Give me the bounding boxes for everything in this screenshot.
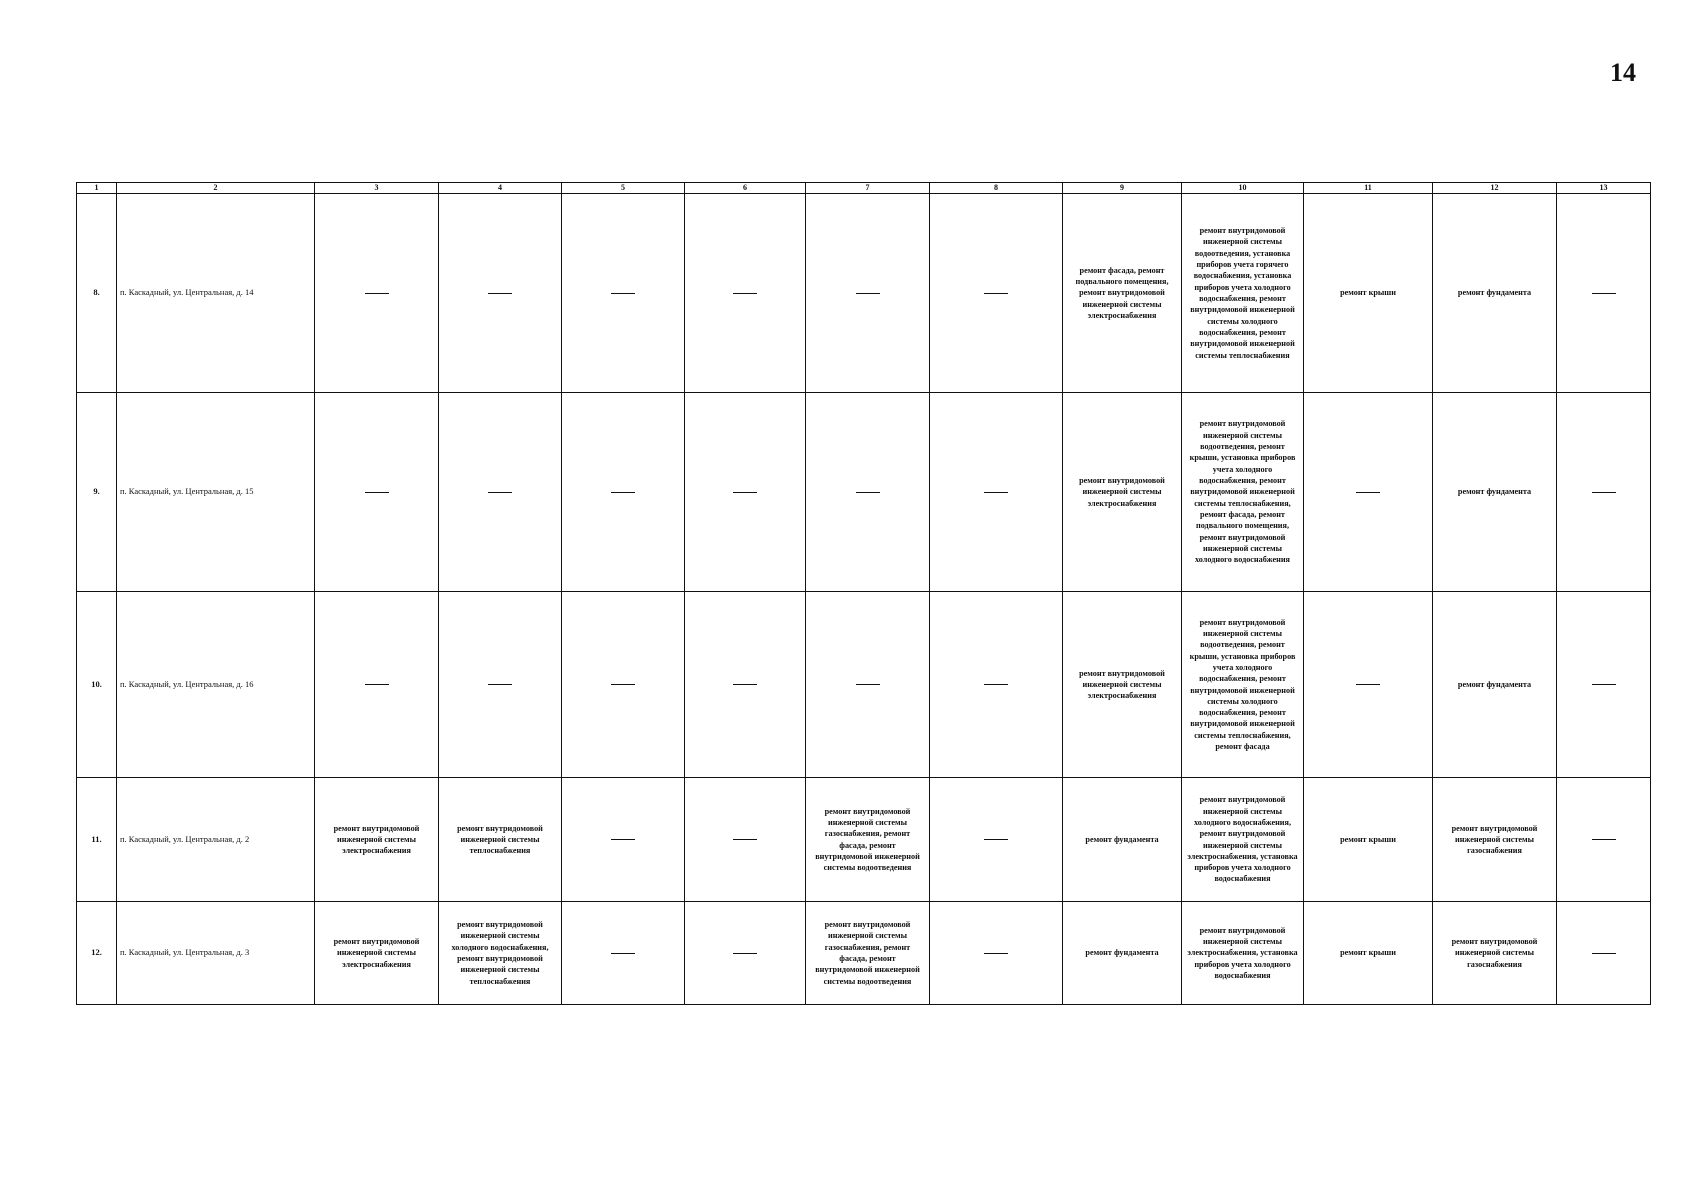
dash-mark [488, 684, 512, 685]
cell-col10: ремонт внутридомовой инженерной системы водоотведения, установка приборов учета горячего водоснабжения, установка приборов учета холодного водоснабжения, ремонт внутридомовой инженерной системы холодного водоснабжения, ремонт внутридомовой инженерной системы теплоснабжения [1182, 194, 1304, 393]
cell-col5 [562, 778, 685, 902]
cell-col6 [685, 194, 806, 393]
column-header: 13 [1557, 183, 1651, 194]
row-address: п. Каскадный, ул. Центральная, д. 14 [117, 194, 315, 393]
dash-mark [611, 684, 635, 685]
cell-col4: ремонт внутридомовой инженерной системы холодного водоснабжения, ремонт внутридомовой инженерной системы теплоснабжения [439, 902, 562, 1005]
cell-col6 [685, 902, 806, 1005]
cell-col7: ремонт внутридомовой инженерной системы газоснабжения, ремонт фасада, ремонт внутридомовой инженерной системы водоотведения [806, 778, 930, 902]
cell-col8 [930, 902, 1063, 1005]
row-number: 9. [77, 393, 117, 592]
cell-col4 [439, 393, 562, 592]
cell-col7 [806, 592, 930, 778]
dash-mark [488, 492, 512, 493]
dash-mark [856, 293, 880, 294]
cell-col10: ремонт внутридомовой инженерной системы водоотведения, ремонт крыши, установка приборов учета холодного водоснабжения, ремонт внутридомовой инженерной системы холодного водоснабжения, ремонт внутридомовой инженерной системы теплоснабжения, ремонт фасада [1182, 592, 1304, 778]
dash-mark [488, 293, 512, 294]
cell-col3: ремонт внутридомовой инженерной системы электроснабжения [315, 778, 439, 902]
cell-col12: ремонт фундамента [1433, 592, 1557, 778]
cell-col13 [1557, 592, 1651, 778]
dash-mark [365, 492, 389, 493]
dash-mark [984, 953, 1008, 954]
cell-col4: ремонт внутридомовой инженерной системы теплоснабжения [439, 778, 562, 902]
dash-mark [984, 492, 1008, 493]
row-number: 12. [77, 902, 117, 1005]
cell-col6 [685, 393, 806, 592]
dash-mark [984, 293, 1008, 294]
column-header: 1 [77, 183, 117, 194]
dash-mark [856, 492, 880, 493]
cell-col11: ремонт крыши [1304, 902, 1433, 1005]
header-row [77, 183, 1651, 194]
dash-mark [1592, 953, 1616, 954]
cell-col11: ремонт крыши [1304, 194, 1433, 393]
cell-col3: ремонт внутридомовой инженерной системы электроснабжения [315, 902, 439, 1005]
row-address: п. Каскадный, ул. Центральная, д. 16 [117, 592, 315, 778]
dash-mark [733, 684, 757, 685]
cell-col10: ремонт внутридомовой инженерной системы водоотведения, ремонт крыши, установка приборов учета холодного водоснабжения, ремонт внутридомовой инженерной системы теплоснабжения, ремонт фасада, ремонт подвального помещения, ремонт внутридомовой инженерной системы холодного водоснабжения [1182, 393, 1304, 592]
cell-col12: ремонт фундамента [1433, 194, 1557, 393]
column-header: 11 [1304, 183, 1433, 194]
column-header: 3 [315, 183, 439, 194]
cell-col8 [930, 393, 1063, 592]
cell-col9: ремонт фасада, ремонт подвального помещения, ремонт внутридомовой инженерной системы электроснабжения [1063, 194, 1182, 393]
cell-col7 [806, 194, 930, 393]
cell-col11 [1304, 393, 1433, 592]
cell-col4 [439, 194, 562, 393]
dash-mark [733, 953, 757, 954]
cell-col12: ремонт фундамента [1433, 393, 1557, 592]
dash-mark [1592, 293, 1616, 294]
repair-schedule-table [76, 182, 1651, 1005]
column-header: 8 [930, 183, 1063, 194]
cell-col4 [439, 592, 562, 778]
cell-col7 [806, 393, 930, 592]
cell-col13 [1557, 902, 1651, 1005]
cell-col9: ремонт внутридомовой инженерной системы электроснабжения [1063, 592, 1182, 778]
cell-col9: ремонт фундамента [1063, 778, 1182, 902]
cell-col10: ремонт внутридомовой инженерной системы холодного водоснабжения, ремонт внутридомовой инженерной системы электроснабжения, установка приборов учета холодного водоснабжения [1182, 778, 1304, 902]
column-header: 5 [562, 183, 685, 194]
column-header: 9 [1063, 183, 1182, 194]
dash-mark [984, 839, 1008, 840]
row-address: п. Каскадный, ул. Центральная, д. 3 [117, 902, 315, 1005]
dash-mark [1356, 684, 1380, 685]
column-header: 6 [685, 183, 806, 194]
cell-col5 [562, 592, 685, 778]
cell-col8 [930, 194, 1063, 393]
row-number: 11. [77, 778, 117, 902]
dash-mark [611, 839, 635, 840]
dash-mark [611, 492, 635, 493]
dash-mark [733, 293, 757, 294]
dash-mark [1592, 839, 1616, 840]
dash-mark [984, 684, 1008, 685]
dash-mark [611, 953, 635, 954]
table-row [77, 592, 1651, 778]
dash-mark [733, 839, 757, 840]
cell-col12: ремонт внутридомовой инженерной системы газоснабжения [1433, 902, 1557, 1005]
row-number: 8. [77, 194, 117, 393]
cell-col7: ремонт внутридомовой инженерной системы газоснабжения, ремонт фасада, ремонт внутридомовой инженерной системы водоотведения [806, 902, 930, 1005]
dash-mark [365, 684, 389, 685]
cell-col3 [315, 592, 439, 778]
dash-mark [1592, 684, 1616, 685]
cell-col6 [685, 592, 806, 778]
column-header: 4 [439, 183, 562, 194]
table-row [77, 194, 1651, 393]
dash-mark [856, 684, 880, 685]
row-number: 10. [77, 592, 117, 778]
cell-col9: ремонт фундамента [1063, 902, 1182, 1005]
table-row [77, 902, 1651, 1005]
dash-mark [1592, 492, 1616, 493]
cell-col8 [930, 592, 1063, 778]
cell-col11: ремонт крыши [1304, 778, 1433, 902]
cell-col6 [685, 778, 806, 902]
page-number: 14 [1610, 58, 1636, 87]
column-header: 10 [1182, 183, 1304, 194]
dash-mark [1356, 492, 1380, 493]
cell-col3 [315, 393, 439, 592]
cell-col5 [562, 393, 685, 592]
cell-col8 [930, 778, 1063, 902]
column-header: 12 [1433, 183, 1557, 194]
row-address: п. Каскадный, ул. Центральная, д. 2 [117, 778, 315, 902]
dash-mark [611, 293, 635, 294]
cell-col9: ремонт внутридомовой инженерной системы электроснабжения [1063, 393, 1182, 592]
dash-mark [733, 492, 757, 493]
cell-col13 [1557, 778, 1651, 902]
cell-col12: ремонт внутридомовой инженерной системы газоснабжения [1433, 778, 1557, 902]
cell-col13 [1557, 194, 1651, 393]
row-address: п. Каскадный, ул. Центральная, д. 15 [117, 393, 315, 592]
dash-mark [365, 293, 389, 294]
cell-col11 [1304, 592, 1433, 778]
cell-col5 [562, 194, 685, 393]
column-header: 2 [117, 183, 315, 194]
cell-col13 [1557, 393, 1651, 592]
table-row [77, 778, 1651, 902]
cell-col3 [315, 194, 439, 393]
table-row [77, 393, 1651, 592]
cell-col10: ремонт внутридомовой инженерной системы электроснабжения, установка приборов учета холодного водоснабжения [1182, 902, 1304, 1005]
cell-col5 [562, 902, 685, 1005]
column-header: 7 [806, 183, 930, 194]
